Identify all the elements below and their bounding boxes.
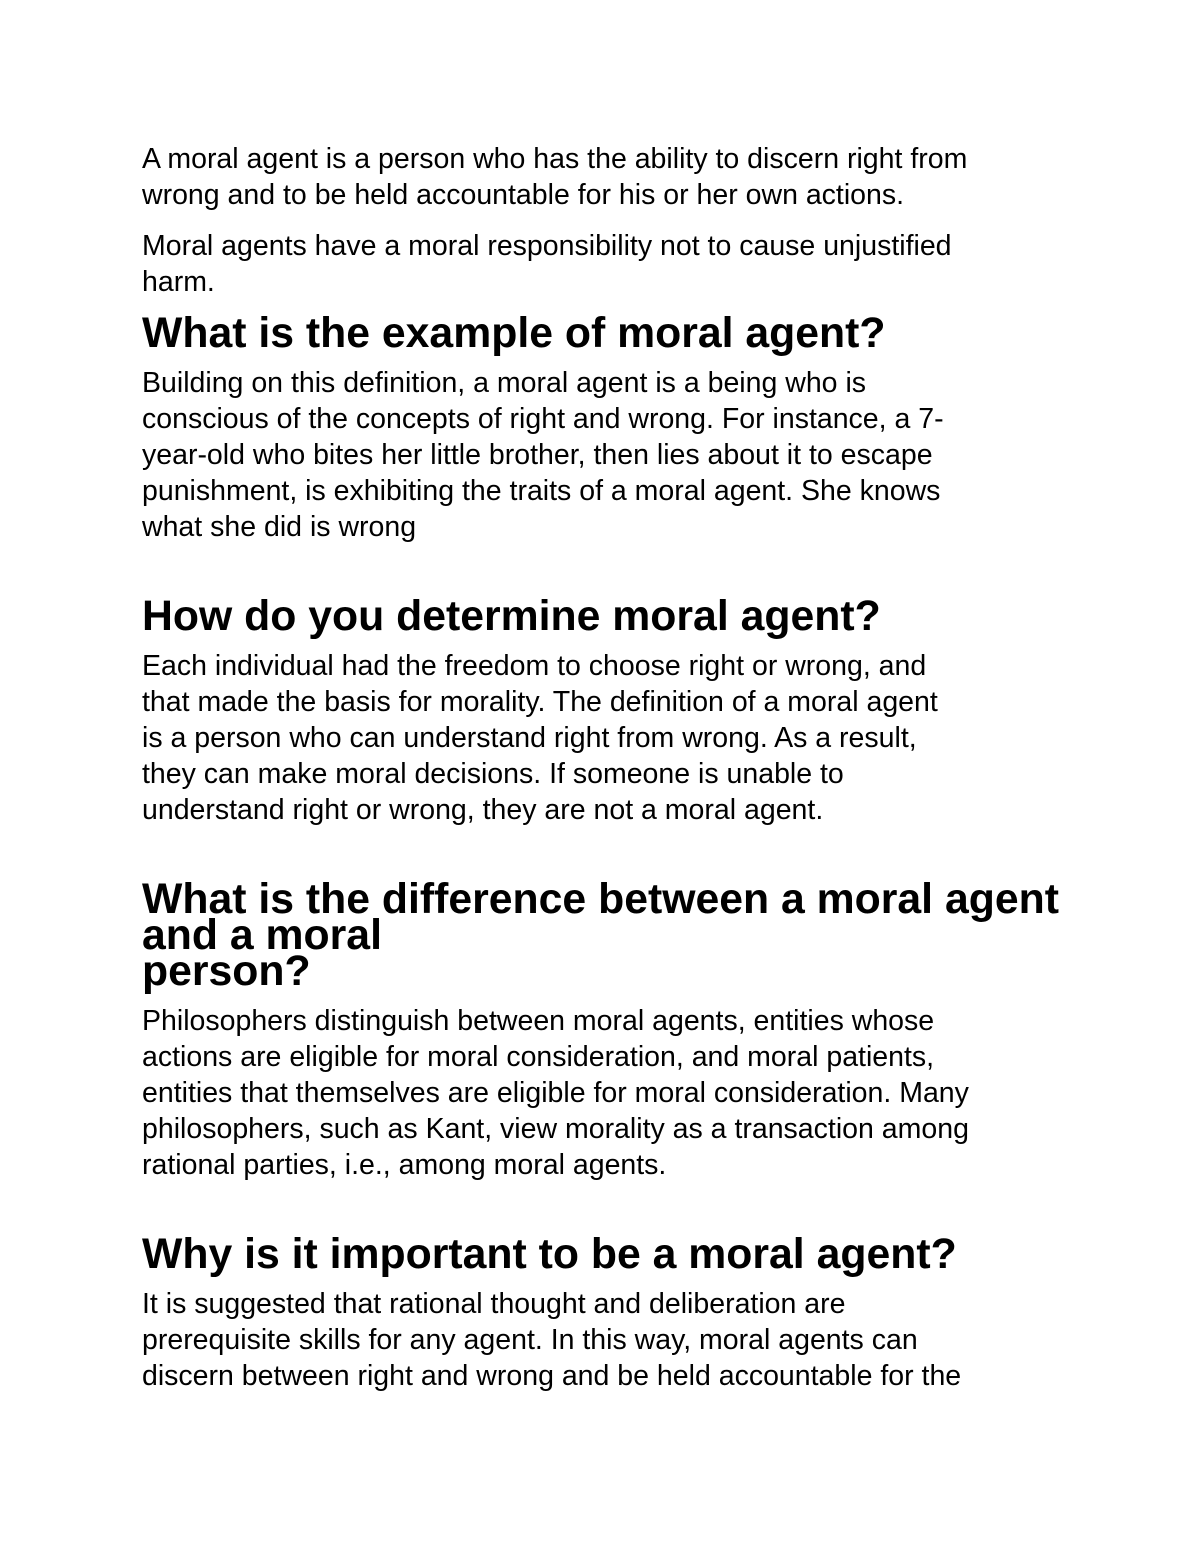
intro-paragraph-1: A moral agent is a person who has the ability to discern right from wrong and to be held accountable for his or her own actions. <box>142 143 968 211</box>
section-body-determine: Each individual had the freedom to choose right or wrong, and that made the basis for morality. The definition of a moral agent is a person who can understand right from wrong. As a result, they can make moral decisions. If someone is unable to understand right or wrong, they are not a moral agent. <box>142 650 938 826</box>
section-heading-difference: What is the difference between a moral agent and a moral person? <box>142 875 1059 995</box>
section-body-difference: Philosophers distinguish between moral agents, entities whose actions are eligible for moral consideration, and moral patients, entities that themselves are eligible for moral consideration. Many philosophers, such as Kant, view morality as a transaction among rational parties, i.e., among moral agents. <box>142 1005 969 1181</box>
section-body-importance: It is suggested that rational thought and deliberation are prerequisite skills for any agent. In this way, moral agents can discern between right and wrong and be held accountable for the <box>142 1288 962 1392</box>
section-heading-importance: Why is it important to be a moral agent? <box>142 1230 957 1278</box>
section-body-example: Building on this definition, a moral agent is a being who is conscious of the concepts of right and wrong. For instance, a 7- year-old who bites her little brother, then lies about it to escape punishment, is exhibiting the traits of a moral agent. She knows what she did is wrong <box>142 367 944 543</box>
intro-paragraph-2: Moral agents have a moral responsibility not to cause unjustified harm. <box>142 230 952 298</box>
document-body <box>142 141 1072 1394</box>
section-heading-determine: How do you determine moral agent? <box>142 592 881 640</box>
section-heading-example: What is the example of moral agent? <box>142 309 886 357</box>
